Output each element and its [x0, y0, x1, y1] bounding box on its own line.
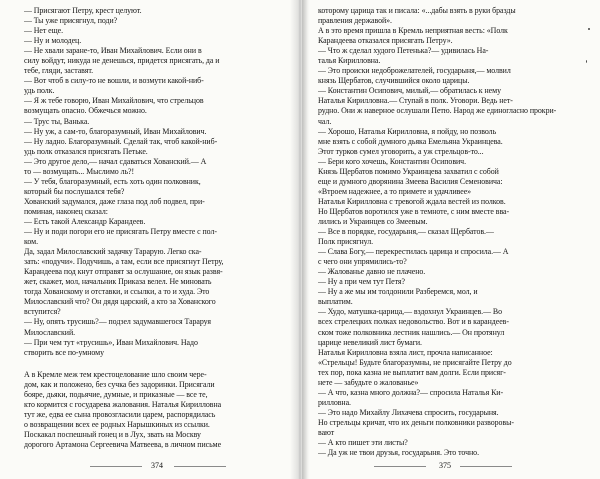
text-line: «Втроем надежнее, а то примете и удачливее» — [318, 186, 472, 196]
right-page — [302, 0, 600, 479]
text-line: — Вот чтоб в силу-то не вошли, и возмути какой-ниб- — [24, 76, 204, 86]
text-line: — А что, казна много должна?— спросила Наталья Ки- — [318, 387, 504, 397]
text-line: Этот турков сумел уговорить, а уж стрельцов-то... — [318, 146, 484, 156]
text-line: мне взять с собой думного дьяка Емельяна Украинцева. — [318, 136, 503, 146]
text-line: — Трус ты, Ванька. — [24, 116, 90, 126]
scan-speck — [588, 28, 590, 30]
text-line: Карандеева под кнут отправят за ослушание, он язык развя- — [24, 267, 223, 277]
text-line: дом, как и положено, без сучка без задоринки. Присягали — [24, 379, 215, 389]
text-line: Хованский задумался, даже глаза под лоб подвел, при- — [24, 196, 205, 206]
text-line: выплатим. — [318, 297, 353, 307]
text-line: — Ну уж, а сам-то, благоразумный, Иван Михайлович. — [24, 126, 207, 136]
text-line: — Ну ладно. Благоразумный. Сделай так, чтоб какой-ниб- — [24, 136, 218, 146]
text-line: рудно. Они ж наверное ослушали Петю. Народ же единогласно прокри- — [318, 106, 557, 116]
text-line: бояре, дьяки, подьячие, думные, и приказные — все те, — [24, 389, 208, 399]
text-line: Карандеева отказался присягать Петру». — [318, 36, 453, 46]
text-line: который бы послушался тебя? — [24, 186, 125, 196]
text-line: — Это другое дело,— начал сдаваться Хованский.— А — [24, 156, 207, 166]
text-line: — Ну а при чем тут Петя? — [318, 277, 405, 287]
text-line: — У тебя, благоразумный, есть хоть один полковник, — [24, 176, 201, 186]
text-line: поминая, наконец сказал: — [24, 206, 108, 216]
text-line: — А кто пишет эти листы? — [318, 438, 408, 448]
text-line: — Присягают Петру, крест целуют. — [24, 6, 142, 15]
text-line: ком. — [24, 237, 38, 247]
text-line: Милославский что? Он дядя царский, а кто за Хованского — [24, 297, 216, 307]
text-line: удь полк. — [24, 86, 55, 96]
text-line: лились и Украинцев со Змеевым. — [318, 216, 428, 226]
text-line: А в Кремле меж тем крестоцелование шло своим чере- — [24, 369, 207, 379]
text-line: — Жалованье давно не плачено. — [318, 267, 426, 277]
text-line: с чего они упрямились-то? — [318, 257, 407, 267]
text-line: Полк присягнул. — [318, 237, 374, 247]
text-line: Да, задал Милославский задачку Тарарую. Легко ска- — [24, 247, 202, 257]
text-line: — Есть такой Александр Карандеев. — [24, 216, 146, 226]
text-line: — Худо, матушка-царица,— вздохнул Украинцев.— Во — [318, 307, 502, 317]
text-line: талья Кирилловна. — [318, 56, 381, 66]
text-line: тут же, едва ее сына провозгласили царем, распорядилась — [24, 409, 216, 419]
left-page — [0, 0, 298, 479]
text-line: возмущать опасно. Обжечься можно. — [24, 106, 147, 116]
text-line: Наталья Кирилловна взяла лист, прочла написанное: — [318, 347, 493, 357]
text-line: Наталья Кирилловна с тревогой ждала вестей из полков. — [318, 196, 506, 206]
page-number-left: 374 — [151, 461, 163, 470]
right-page-text — [318, 6, 580, 458]
text-line: — Слава Богу,— перекрестилась царица и спросила.— А — [318, 247, 509, 257]
left-page-text — [24, 6, 279, 450]
page-number-right: 375 — [439, 461, 451, 470]
text-line: кто кормится с государева жалования. Наталья Кирилловна — [24, 399, 222, 409]
text-line: Но стрельцы кричат, что их деньги полковники разворовы- — [318, 417, 514, 427]
text-line: — Это происки недоброжелателей, государыня,— молвил — [318, 66, 511, 76]
text-line: — Нет еще. — [24, 26, 64, 36]
text-line: — Хорошо, Наталья Кирилловна, я пойду, но позволь — [318, 126, 497, 136]
text-line: Милославский. — [24, 327, 76, 337]
text-line: — Ну, опять трусишь?— подзел задумавшегося Тараруя — [24, 317, 211, 327]
text-line: чал. — [318, 116, 332, 126]
text-line: — Ты уже присягнул, поди? — [24, 16, 118, 26]
text-line: Князь Щербатов помимо Украинцева захватил с собой — [318, 166, 499, 176]
text-line: тебе, гляди, заставят. — [24, 66, 94, 76]
text-line: силу войдут, никуда не денешься, придется присягать, да и — [24, 56, 220, 66]
text-line: царице невеликий лист бумаги. — [318, 337, 422, 347]
text-line: о возвращении всех ее родных Нарышкиных из ссылки. — [24, 419, 210, 429]
text-line: Но Щербатов воротился уже в темноте, с ним вместе вва- — [318, 206, 510, 216]
text-line: — Все в порядке, государыня,— сказал Щербатов.— — [318, 227, 494, 237]
text-line: тогда Хованскому и отставки, и ссылки, а то и худа. Это — [24, 287, 210, 297]
text-line: нете — забудьте о жалованье» — [318, 377, 419, 387]
folio-rule — [460, 466, 512, 467]
text-line: зать: «подучи». Подучишь, а там, если все присягнут Петру, — [24, 257, 224, 267]
text-line: — При чем тут «трусишь», Иван Михайлович. Надо — [24, 337, 198, 347]
folio-rule — [174, 466, 226, 467]
text-line: «Стрельцы! Будьте благоразумны, не присягайте Петру до — [318, 357, 512, 367]
text-line: — Ну а же мы им толдонили Разберемся, мол, и — [318, 287, 478, 297]
text-line: — Константин Осипович, милый,— обратилась к нему — [318, 86, 501, 96]
text-line: ском тоже полковника лестник нашлись.— Он протянул — [318, 327, 505, 337]
text-line: — Бери кого хочешь, Константин Осипович. — [318, 156, 467, 166]
scan-speck — [586, 60, 587, 63]
text-line: — Ну и поди погори его не присягать Петру вместе с пол- — [24, 227, 217, 237]
text-line: вступится? — [24, 307, 61, 317]
text-line: — Я ж тебе говорю, Иван Михайлович, что стрельцов — [24, 96, 204, 106]
text-line: — Не хвали заране-то, Иван Михайлович. Если они в — [24, 46, 202, 56]
text-line: правления державой». — [318, 16, 392, 26]
text-line: вают — [318, 427, 335, 437]
text-line: всех стрелецких полках недовольство. Вот и в карандеев- — [318, 317, 509, 327]
text-line: удь полк отказался присягать Петьке. — [24, 146, 148, 156]
text-line: жет, скажет, мол, начальник Приказа велел. Не миновать — [24, 277, 212, 287]
text-line: дорогого Артамона Сергеевича Матвеева, в личном письме — [24, 439, 222, 449]
text-line: тех пор, пока казна не выплатит вам долги. Если присяг- — [318, 367, 506, 377]
text-line: — Что ж сделал худого Петенька?— удивилась На- — [318, 46, 489, 56]
book-gutter — [290, 0, 310, 479]
text-line: створить все по-умному — [24, 347, 104, 357]
text-line: которому царица так и писала: «...дабы взять в руки бразды — [318, 6, 516, 15]
text-line: рилловна. — [318, 397, 351, 407]
text-line: А в это время пришла в Кремль неприятная весть: «Полк — [318, 26, 508, 36]
text-line: Поскакал поспешный гонец и в Лух, звать на Москву — [24, 429, 201, 439]
text-line: — Да уж не твои друзья, государыня. Это точно. — [318, 448, 479, 458]
text-line: то — возмущать... Мыслимо ль?! — [24, 166, 135, 176]
text-line: князь Щербатов, случившийся около царицы. — [318, 76, 470, 86]
text-line — [24, 358, 279, 370]
text-line: — Ну и молодец. — [24, 36, 82, 46]
text-line: Наталья Кирилловна.— Ступай в полк. Уговори. Ведь нет- — [318, 96, 513, 106]
text-line: — Это надо Михайлу Лихачева спросить, государыня. — [318, 407, 499, 417]
text-line: еще и думного дворянина Змеева Василия Семеновича: — [318, 176, 503, 186]
